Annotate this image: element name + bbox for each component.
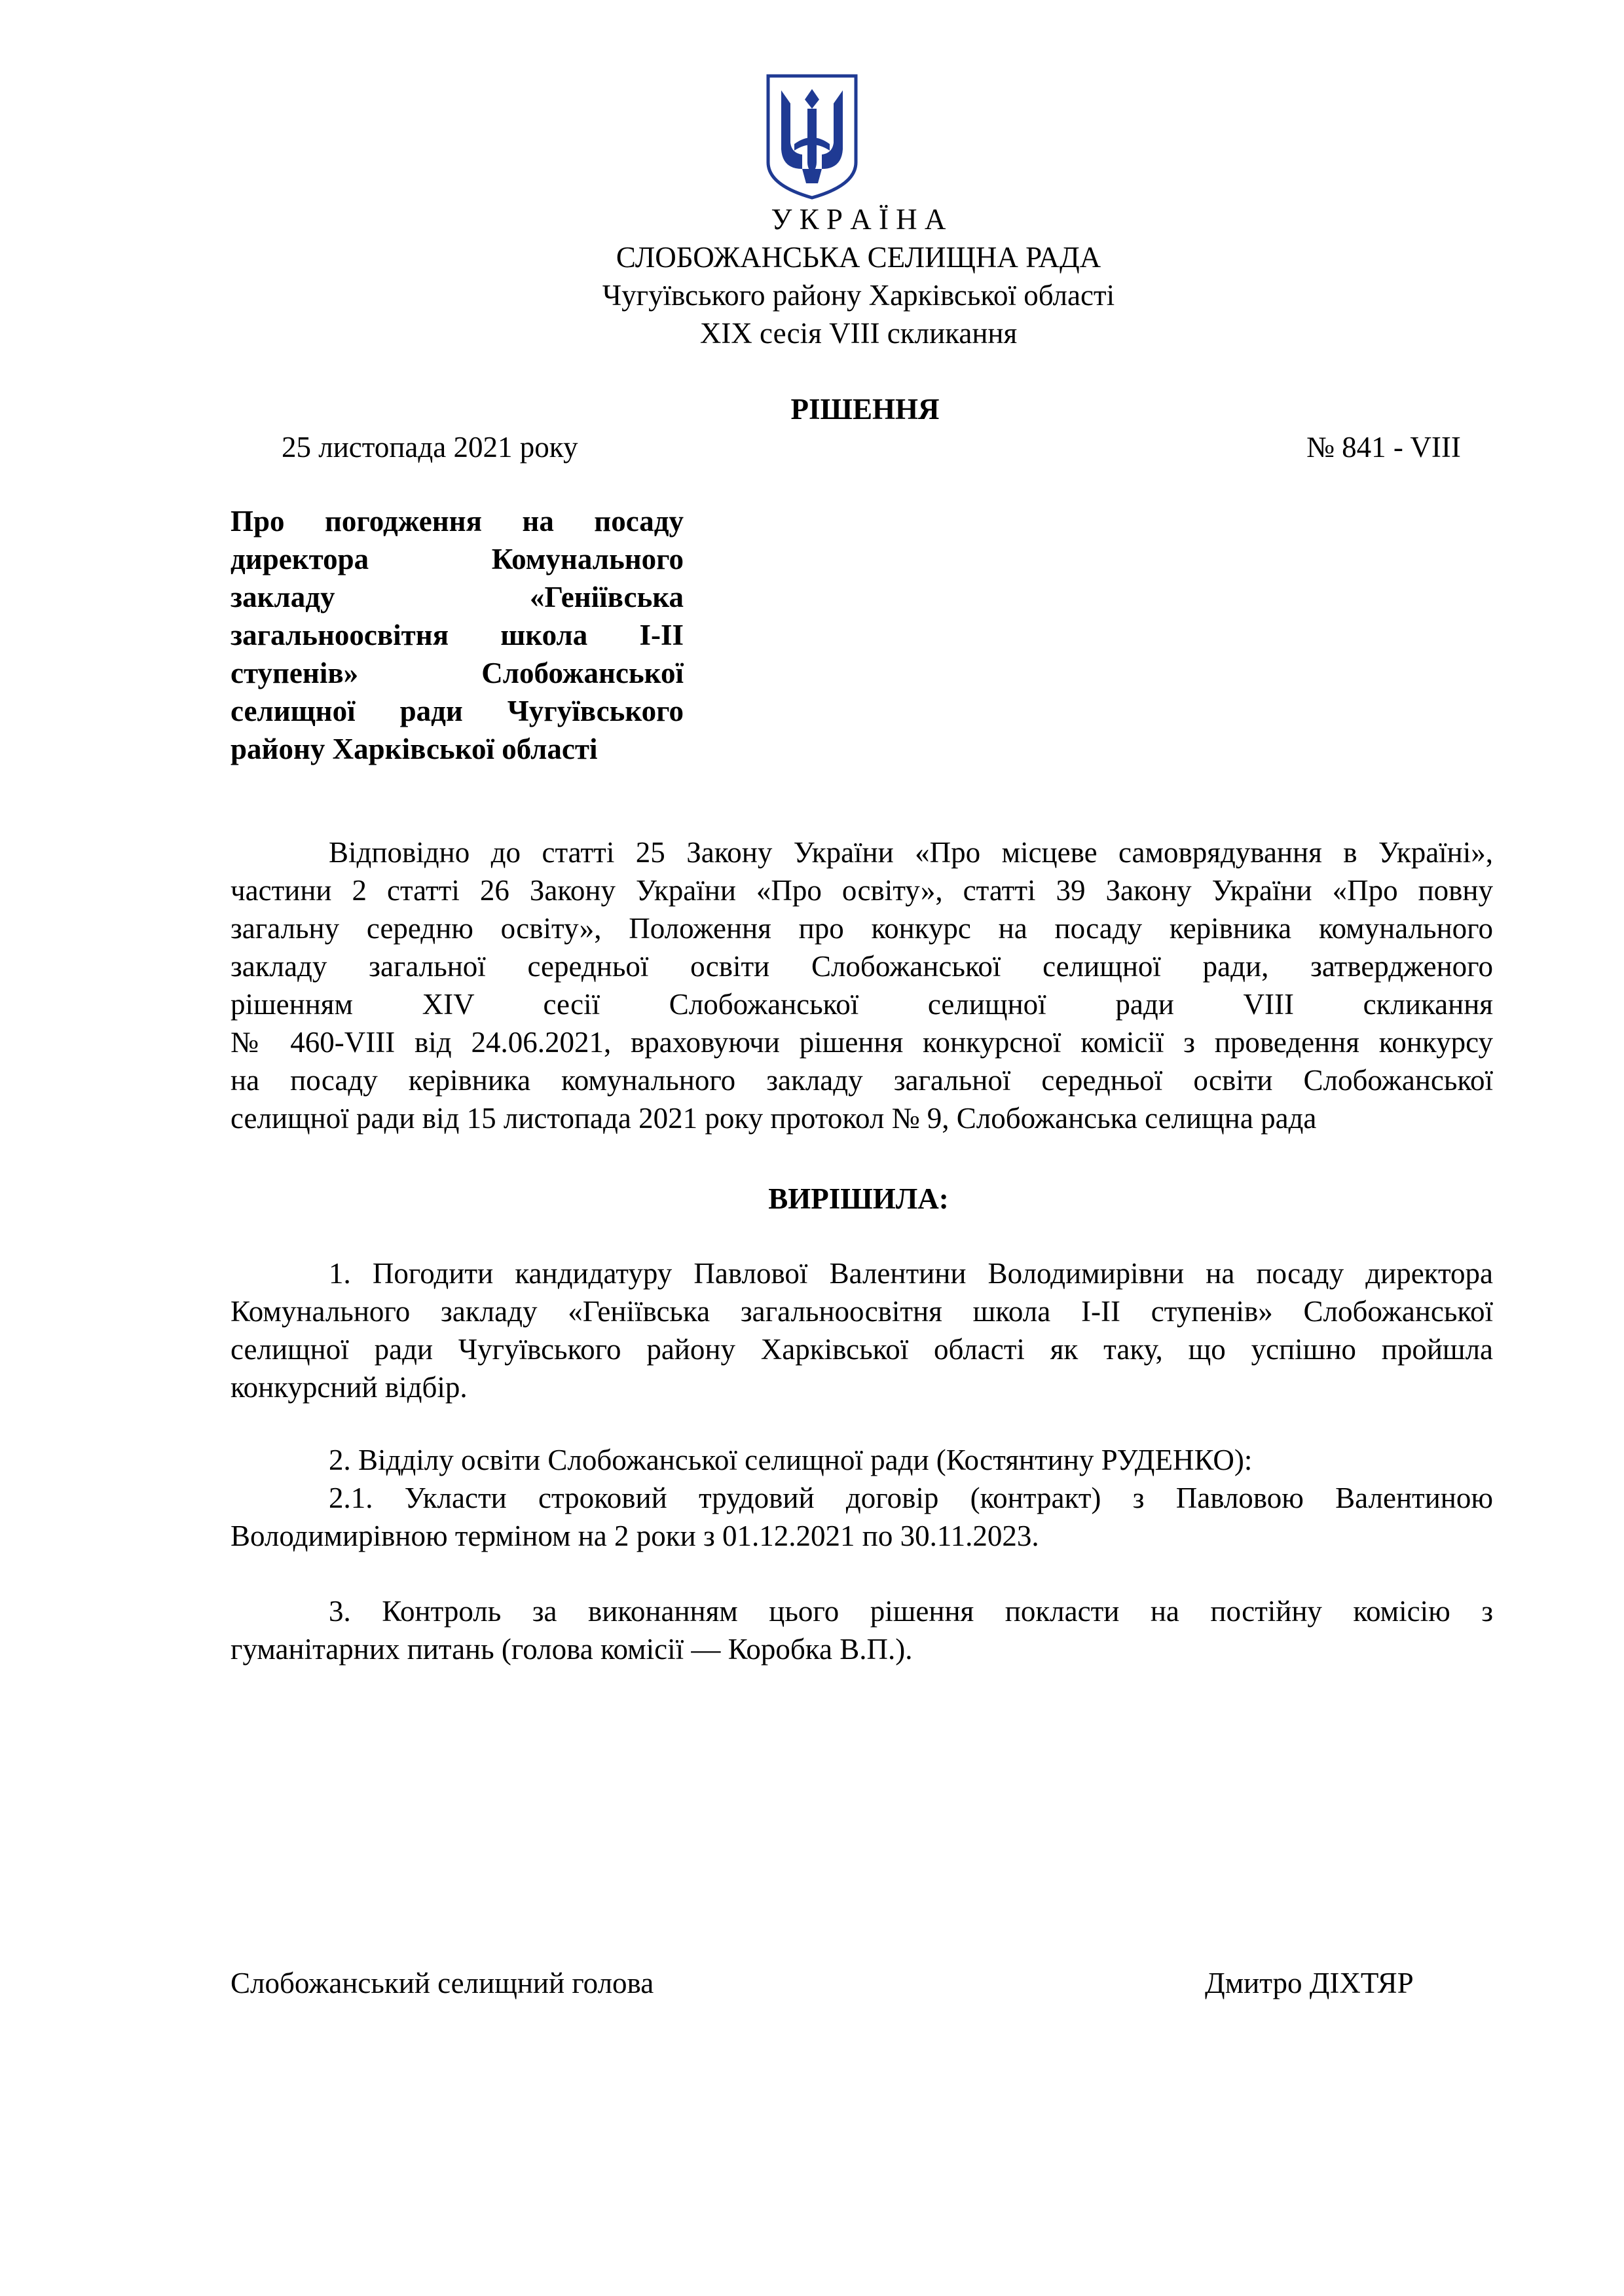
preamble-line: частини 2 статті 26 Закону України «Про освіту», статті 39 Закону України «Про повну <box>231 874 1493 907</box>
item-line: селищної ради Чугуївського району Харківської області як таку, що успішно пройшла <box>231 1333 1493 1366</box>
decision-subject <box>231 502 684 768</box>
preamble-line: на посаду керівника комунального закладу загальної середньої освіти Слобожанської <box>231 1064 1493 1097</box>
decision-item-2-1 <box>231 1479 1493 1555</box>
preamble-line: Відповідно до статті 25 Закону України «Про місцеве самоврядування в Україні», <box>329 836 1493 869</box>
subject-line: закладу «Геніївська <box>231 581 684 613</box>
resolved-heading: ВИРІШИЛА: <box>768 1182 949 1215</box>
preamble <box>231 833 1493 1137</box>
signatory-name: Дмитро ДІХТЯР <box>1205 1967 1414 1999</box>
preamble-line: № 460-VIII від 24.06.2021, враховуючи рішення конкурсної комісії з проведення конкурсу <box>231 1026 1493 1059</box>
subject-line: загальноосвітня школа І-ІІ <box>231 619 684 651</box>
subject-line: селищної ради Чугуївського <box>231 695 684 727</box>
preamble-line: загальну середню освіту», Положення про конкурс на посаду керівника комунального <box>231 912 1493 945</box>
signatory-position: Слобожанський селищний голова <box>231 1967 654 1999</box>
country-title: У К Р А Ї Н А <box>771 203 946 236</box>
item-line: Володимирівною терміном на 2 роки з 01.12.2021 по 30.11.2023. <box>231 1520 1039 1552</box>
coat-of-arms-icon <box>763 71 861 202</box>
decision-item-2: 2. Відділу освіти Слобожанської селищної ради (Костянтину РУДЕНКО): <box>329 1444 1253 1476</box>
item-line: 1. Погодити кандидатуру Павлової Валентини Володимирівни на посаду директора <box>329 1257 1493 1290</box>
document-type: РІШЕННЯ <box>790 393 940 426</box>
district-name: Чугуївського району Харківської області <box>602 279 1115 312</box>
item-line: 2.1. Укласти строковий трудовий договір (контракт) з Павловою Валентиною <box>329 1482 1493 1514</box>
document-date: 25 листопада 2021 року <box>282 431 578 464</box>
document-number: № 841 - VIII <box>1306 431 1461 464</box>
subject-line: району Харківської області <box>231 733 598 765</box>
preamble-line: закладу загальної середньої освіти Слобожанської селищної ради, затвердженого <box>231 950 1493 983</box>
subject-line: Про погодження на посаду <box>231 505 684 538</box>
preamble-line: селищної ради від 15 листопада 2021 року протокол № 9, Слобожанська селищна рада <box>231 1102 1317 1135</box>
item-line: гуманітарних питань (голова комісії — Коробка В.П.). <box>231 1633 913 1666</box>
session-info: XIX сесія VIII скликання <box>699 317 1018 350</box>
item-line: конкурсний відбір. <box>231 1371 468 1404</box>
decision-item-1 <box>231 1254 1493 1406</box>
council-name: СЛОБОЖАНСЬКА СЕЛИЩНА РАДА <box>616 241 1101 274</box>
preamble-line: рішенням XIV сесії Слобожанської селищної ради VIII скликання <box>231 988 1493 1021</box>
item-line: Комунального закладу «Геніївська загальноосвітня школа І-ІІ ступенів» Слобожанської <box>231 1295 1493 1328</box>
decision-item-3 <box>231 1592 1493 1668</box>
subject-line: директора Комунального <box>231 543 684 575</box>
item-line: 3. Контроль за виконанням цього рішення покласти на постійну комісію з <box>329 1595 1493 1628</box>
subject-line: ступенів» Слобожанської <box>231 657 684 689</box>
